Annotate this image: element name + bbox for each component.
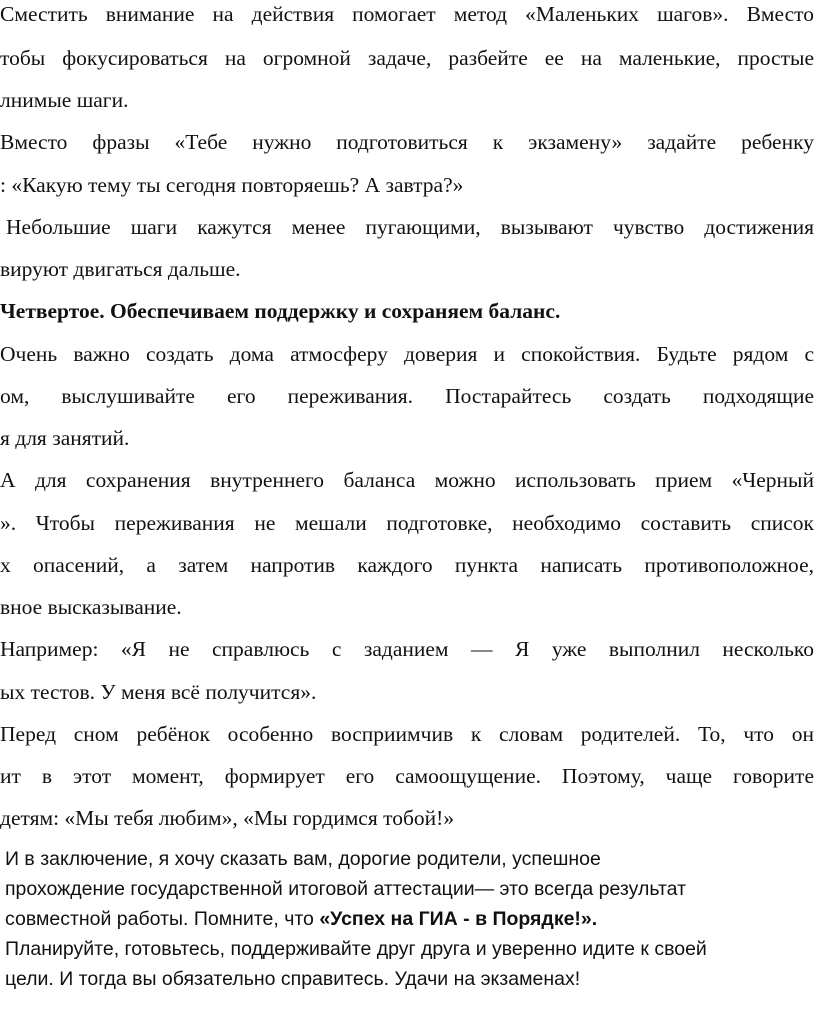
section-heading: Четвертое. Обеспечиваем поддержку и сохраняем баланс.: [0, 299, 561, 323]
paragraph-7-line-1: Перед сном ребёнок особенно восприимчив к словам родителей. То, что он: [0, 722, 814, 746]
paragraph-3-line-2: вируют двигаться дальше.: [0, 257, 241, 281]
paragraph-6-line-2: ых тестов. У меня всё получится».: [0, 680, 317, 704]
closing-line-2: прохождение государственной итоговой аттестации— это всегда результат: [5, 878, 687, 900]
paragraph-6-line-1: Например: «Я не справлюсь с заданием — Я уже выполнил несколько: [0, 637, 814, 661]
paragraph-4-line-1: Очень важно создать дома атмосферу доверия и спокойствия. Будьте рядом с: [0, 342, 814, 366]
paragraph-3-line-1: Небольшие шаги кажутся менее пугающими, вызывают чувство достижения: [6, 215, 814, 239]
paragraph-5-line-4: вное высказывание.: [0, 595, 182, 619]
paragraph-5-line-1: А для сохранения внутреннего баланса можно использовать прием «Черный: [0, 468, 814, 492]
closing-line-4: Планируйте, готовьтесь, поддерживайте друг друга и уверенно идите к своей: [5, 938, 707, 960]
paragraph-2-line-2: : «Какую тему ты сегодня повторяешь? А завтра?»: [0, 173, 464, 197]
closing-slogan: «Успех на ГИА - в Порядке!».: [319, 908, 598, 930]
paragraph-2-line-1: Вместо фразы «Тебе нужно подготовиться к экзамену» задайте ребенку: [0, 130, 814, 154]
closing-line-3: [5, 906, 814, 932]
paragraph-4-line-3: я для занятий.: [0, 426, 130, 450]
paragraph-5-line-2: ». Чтобы переживания не мешали подготовке, необходимо составить список: [0, 511, 814, 535]
paragraph-1-line-1: Сместить внимание на действия помогает метод «Маленьких шагов». Вместо: [0, 2, 814, 26]
paragraph-5-line-3: х опасений, а затем напротив каждого пункта написать противоположное,: [0, 553, 814, 577]
paragraph-7-line-3: детям: «Мы тебя любим», «Мы гордимся тобой!»: [0, 806, 455, 830]
paragraph-1-line-3: лнимые шаги.: [0, 88, 129, 112]
closing-line-5: цели. И тогда вы обязательно справитесь. Удачи на экзаменах!: [5, 968, 581, 990]
closing-line-1: И в заключение, я хочу сказать вам, дорогие родители, успешное: [5, 848, 601, 870]
paragraph-7-line-2: ит в этот момент, формирует его самоощущение. Поэтому, чаще говорите: [0, 764, 814, 788]
closing-line-3-text: совместной работы. Помните, что: [5, 908, 320, 930]
paragraph-4-line-2: ом, выслушивайте его переживания. Постарайтесь создать подходящие: [0, 384, 814, 408]
paragraph-1-line-2: тобы фокусироваться на огромной задаче, разбейте ее на маленькие, простые: [0, 46, 814, 70]
